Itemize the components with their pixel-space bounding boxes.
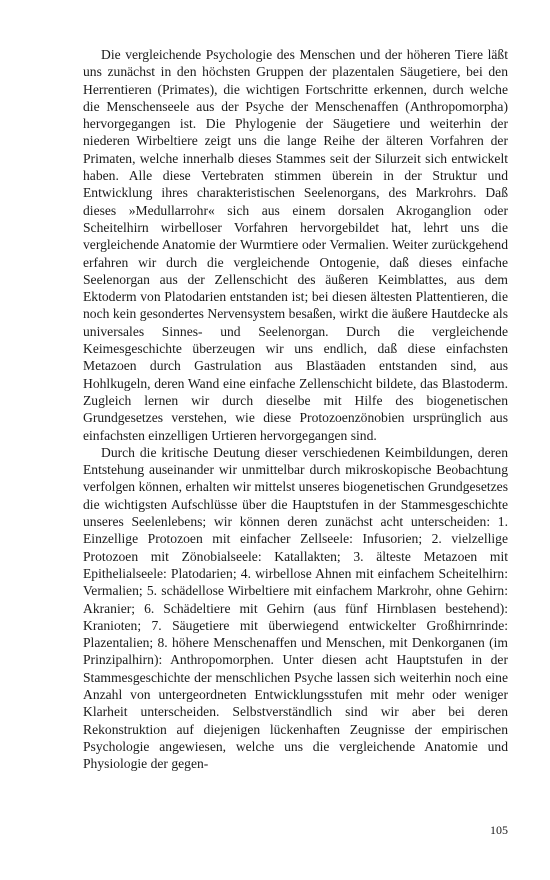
- page-body: [83, 46, 508, 772]
- page-number: 105: [490, 823, 508, 837]
- paragraph-2: Durch die kritische Deutung dieser verschiedenen Keimbildungen, deren Entstehung auseinander wir unmittelbar durch mikroskopische Beobachtung verfolgen können, erhalten wir mittelst unseres biogenetischen Grundgesetzes die wichtigsten Aufschlüsse über die Hauptstufen in der Stammesgeschichte unseres Seelenlebens; wir können deren zunächst acht unterscheiden: 1. Einzellige Protozoen mit einfacher Zellseele: Infusorien; 2. vielzellige Protozoen mit Zönobialseele: Katallakten; 3. älteste Metazoen mit Epithelialseele: Platodarien; 4. wirbellose Ahnen mit einfachem Scheitelhirn: Vermalien; 5. schädellose Wirbeltiere mit einfachem Markrohr, ohne Gehirn: Akranier; 6. Schädeltiere mit Gehirn (aus fünf Hirnblasen bestehend): Kranioten; 7. Säugetiere mit überwiegend entwickelter Großhirnrinde: Plazentalien; 8. höhere Menschenaffen und Menschen, mit Denkorganen (im Prinzipalhirn): Anthropomorphen. Unter diesen acht Hauptstufen in der Stammesgeschichte der menschlichen Psyche lassen sich weiterhin noch eine Anzahl von untergeordneten Entwicklungsstufen mit mehr oder weniger Klarheit unterscheiden. Selbstverständlich sind wir aber bei deren Rekonstruktion auf diejenigen lückenhaften Zeugnisse der empirischen Psychologie angewiesen, welche uns die vergleichende Anatomie und Physiologie der gegen-: [83, 444, 508, 772]
- paragraph-1: Die vergleichende Psychologie des Menschen und der höheren Tiere läßt uns zunächst in den höchsten Gruppen der plazentalen Säugetiere, bei den Herrentieren (Primates), die wichtigen Fortschritte erkennen, durch welche die Menschenseele aus der Psyche der Menschenaffen (Anthropomorpha) hervorgegangen ist. Die Phylogenie der Säugetiere und weiterhin der niederen Wirbeltiere zeigt uns die lange Reihe der älteren Vorfahren der Primaten, welche innerhalb dieses Stammes seit der Silurzeit sich entwickelt haben. Alle diese Vertebraten stimmen überein in der Struktur und Entwicklung ihres charakteristischen Seelenorgans, des Markrohrs. Daß dieses »Medullarrohr« sich aus einem dorsalen Akroganglion oder Scheitelhirn wirbelloser Vorfahren hervorgebildet hat, lehrt uns die vergleichende Anatomie der Wurmtiere oder Vermalien. Weiter zurückgehend erfahren wir durch die vergleichende Ontogenie, daß dieses einfache Seelenorgan aus der Zellenschicht des äußeren Keimblattes, aus dem Ektoderm von Platodarien entstanden ist; bei diesen ältesten Plattentieren, die noch kein gesondertes Nervensystem besaßen, wirkt die äußere Hautdecke als universales Sinnes- und Seelenorgan. Durch die vergleichende Keimesgeschichte überzeugen wir uns endlich, daß diese einfachsten Metazoen durch Gastrulation aus Blastäaden entstanden sind, aus Hohlkugeln, deren Wand eine einfache Zellenschicht bildete, das Blastoderm. Zugleich lernen wir durch dieselbe mit Hilfe des biogenetischen Grundgesetzes verstehen, wie diese Protozoenzönobien ursprünglich aus einfachsten einzelligen Urtieren hervorgegangen sind.: [83, 47, 508, 443]
